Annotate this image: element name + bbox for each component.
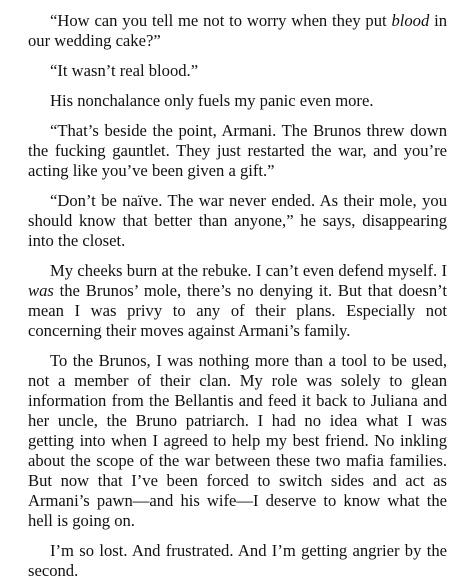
text-run: My cheeks burn at the rebuke. I can’t even defend myself. I xyxy=(50,261,447,280)
book-page xyxy=(28,11,447,581)
paragraph xyxy=(28,351,447,531)
paragraph xyxy=(28,61,447,81)
paragraph xyxy=(28,191,447,251)
paragraph xyxy=(28,121,447,181)
text-run: in our wedding cake?” xyxy=(28,11,447,50)
emphasis-text: blood xyxy=(391,11,430,30)
text-run: the Brunos’ mole, there’s no denying it. But that doesn’t mean I was privy to any of their plans. Especially not concerning their moves against Armani’s family. xyxy=(28,281,447,340)
emphasis-text: was xyxy=(28,281,54,300)
text-run: “That’s beside the point, Armani. The Brunos threw down the fucking gauntlet. They just restarted the war, and you’re acting like you’ve been given a gift.” xyxy=(28,121,447,180)
text-run: To the Brunos, I was nothing more than a tool to be used, not a member of their clan. My role was solely to glean information from the Bellantis and feed it back to Juliana and her uncle, the Bruno patriarch. I had no idea what I was getting into when I agreed to help my best friend. No inkling about the scope of the war between these two mafia families. But now that I’ve been forced to switch sides and act as Armani’s pawn—and his wife—I deserve to know what the hell is going on. xyxy=(28,351,447,530)
text-run: I’m so lost. And frustrated. And I’m getting angrier by the second. xyxy=(28,541,447,580)
text-run: His nonchalance only fuels my panic even more. xyxy=(50,91,374,110)
paragraph xyxy=(28,541,447,581)
text-run: “Don’t be naïve. The war never ended. As their mole, you should know that better than anyone,” he says, disappearing into the closet. xyxy=(28,191,447,250)
paragraph xyxy=(28,91,447,111)
paragraph xyxy=(28,261,447,341)
text-run: “It wasn’t real blood.” xyxy=(50,61,199,80)
text-run: “How can you tell me not to worry when they put xyxy=(50,11,392,30)
paragraph xyxy=(28,11,447,51)
